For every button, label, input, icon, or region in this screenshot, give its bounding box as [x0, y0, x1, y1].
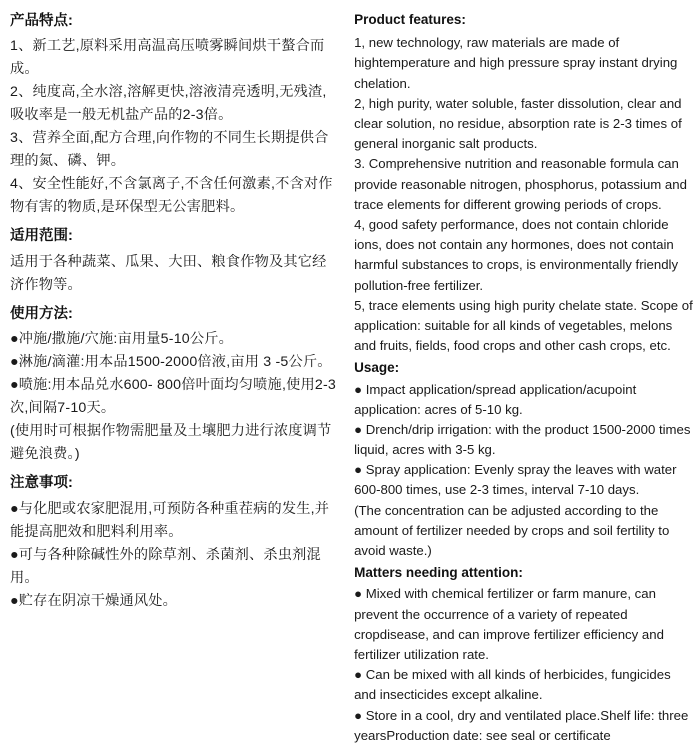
section-heading: Matters needing attention: [354, 565, 523, 581]
section-heading: 适用范围: [10, 228, 73, 245]
paragraph: (使用时可根据作物需肥量及土壤肥力进行浓度调节避免浪费。) [10, 423, 332, 463]
section-heading: Usage: [354, 360, 400, 376]
paragraph: 3. Comprehensive nutrition and reasonable formula can provide reasonable nitrogen, phosphorus, potassium and trace elements for different growing periods of crops. [354, 156, 687, 212]
left-column-chinese [10, 10, 344, 652]
section-product-features-cn [10, 10, 340, 219]
section-heading: 产品特点: [10, 13, 73, 29]
paragraph: ● Mixed with chemical fertilizer or farm manure, can prevent the occurrence of a variety of repeated cropdisease, and can improve fertilizer efficiency and fertilizer utilization rate. [354, 586, 664, 662]
paragraph: 3、营养全面,配方合理,向作物的不同生长期提供合理的氮、磷、钾。 [10, 130, 329, 170]
paragraph: ●与化肥或农家肥混用,可预防各种重茬病的发生,并能提高肥效和肥料利用率。 [10, 500, 330, 540]
section-usage-en [354, 358, 694, 561]
paragraph: ● Impact application/spread application/acupoint application: acres of 5-10 kg. [354, 381, 637, 417]
paragraph: 适用于各种蔬菜、瓜果、大田、粮食作物及其它经济作物等。 [10, 253, 327, 293]
paragraph: 2, high purity, water soluble, faster dissolution, clear and clear solution, no residue, absorption rate is 2-3 times of general inorganic salt products. [354, 95, 682, 152]
paragraph: ● Can be mixed with all kinds of herbicides, fungicides and insecticides except alkaline. [354, 667, 671, 703]
section-attention-en [354, 563, 694, 746]
paragraph: 4、安全性能好,不含氯离子,不含任何激素,不含对作物有害的物质,是环保型无公害肥料。 [10, 176, 333, 216]
paragraph: ●喷施:用本品兑水600- 800倍叶面均匀喷施,使用2-3次,间隔7-10天。 [10, 377, 336, 417]
paragraph: ● Spray application: Evenly spray the leaves with water 600-800 times, use 2-3 times, interval 7-10 days. [354, 462, 677, 498]
section-usage-cn [10, 303, 340, 466]
paragraph: ● Drench/drip irrigation: with the product 1500-2000 times liquid, acres with 3-5 kg. [354, 421, 691, 458]
section-heading: Product features: [354, 12, 466, 27]
paragraph: (The concentration can be adjusted according to the amount of fertilizer needed by crops and soil fertility to avoid waste.) [354, 502, 670, 558]
section-attention-cn [10, 472, 340, 612]
paragraph: 1、新工艺,原料采用高温高压喷雾瞬间烘干螯合而成。 [10, 38, 325, 78]
paragraph: 4, good safety performance, does not contain chloride ions, does not contain any hormones, does not contain harmful substances to crops, is environmentally friendly pollution-free fertilizer. [354, 216, 679, 293]
section-product-features-en [354, 10, 694, 356]
paragraph: ●淋施/滴灌:用本品1500-2000倍液,亩用 3 -5公斤。 [10, 354, 332, 371]
paragraph: 2、纯度高,全水溶,溶解更快,溶液清亮透明,无残渣,吸收率是一般无机盐产品的2-3倍。 [10, 84, 327, 124]
section-heading: 注意事项: [10, 475, 73, 492]
paragraph: 5, trace elements using high purity chelate state. Scope of application: suitable for all kinds of vegetables, melons and fruits, fields, food crops and other cash crops, etc. [354, 297, 693, 354]
section-heading: 使用方法: [10, 305, 73, 322]
paragraph: ●可与各种除碱性外的除草剂、杀菌剂、杀虫剂混用。 [10, 546, 321, 586]
paragraph: ●贮存在阴凉干燥通风处。 [10, 592, 178, 609]
right-column-english [354, 10, 694, 743]
paragraph: ●冲施/撒施/穴施:亩用量5-10公斤。 [10, 331, 234, 348]
paragraph: ● Store in a cool, dry and ventilated place.Shelf life: three yearsProduction date: see seal or certificate [354, 707, 689, 743]
section-scope-cn [10, 225, 340, 296]
paragraph: 1, new technology, raw materials are made of hightemperature and high pressure spray instant drying chelation. [354, 35, 678, 91]
